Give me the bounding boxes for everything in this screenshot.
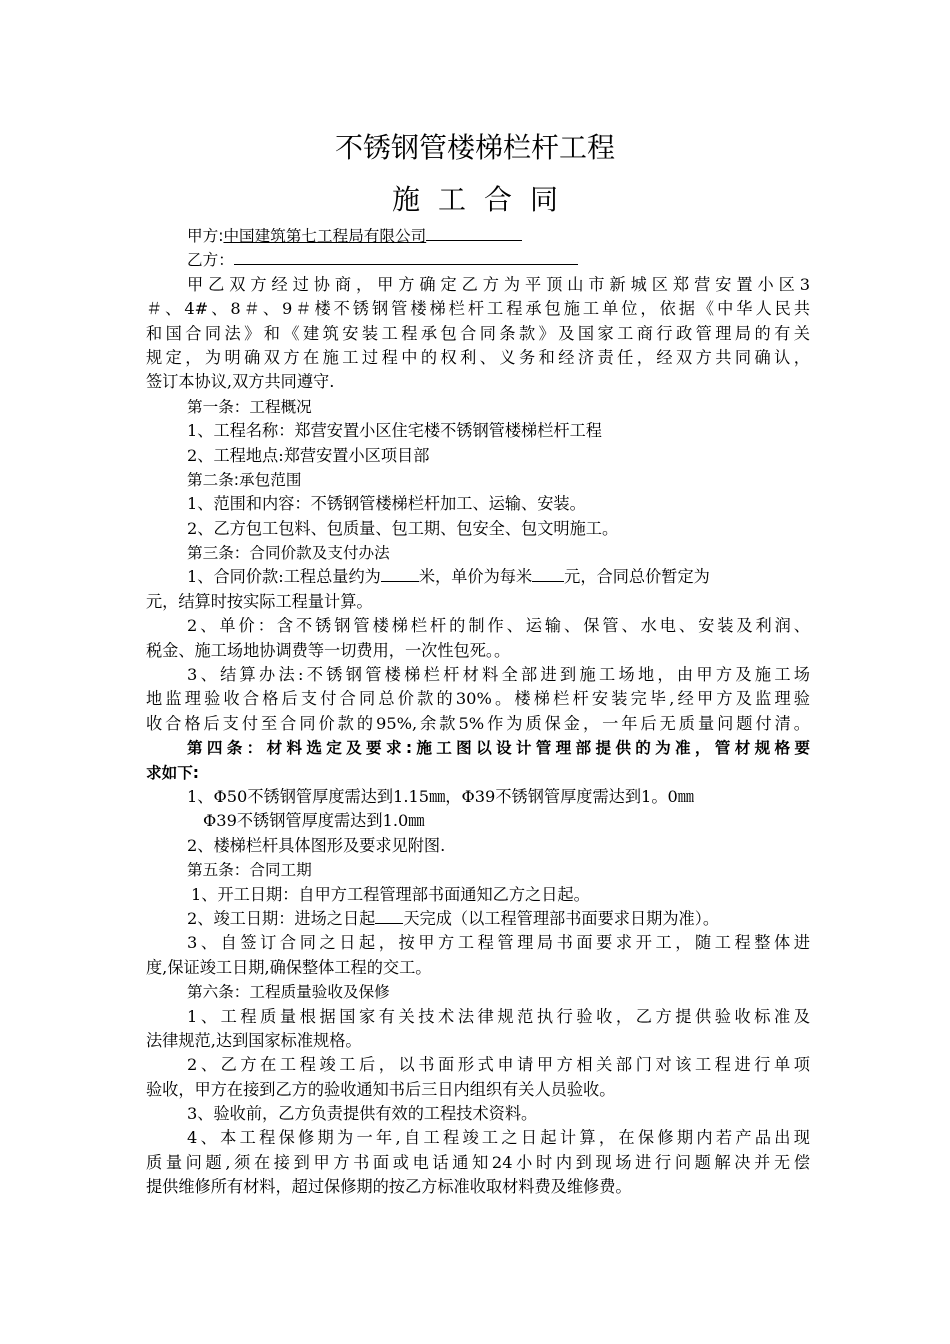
article-1-item: 1、工程名称：郑营安置小区住宅楼不锈钢管楼梯栏杆工程: [187, 421, 602, 441]
preamble-line: 和国合同法》和《建筑安装工程承包合同条款》及国家工商行政管理局的有关: [146, 323, 810, 343]
quantity-blank: [381, 565, 419, 582]
price-text-b: 米，单价为每米: [418, 567, 533, 587]
article-4-heading-cont: 求如下:: [146, 763, 200, 782]
article-1-heading: 第一条：工程概况: [187, 397, 312, 416]
days-blank: [375, 907, 403, 924]
article-4-item-1: 1、Φ50不锈钢管厚度需达到1.15㎜，Φ39不锈钢管厚度需达到1。0㎜: [187, 786, 694, 806]
article-6-item-3: 3、验收前，乙方负责提供有效的工程技术资料。: [187, 1104, 538, 1124]
article-3-heading: 第三条：合同价款及支付办法: [187, 544, 390, 563]
article-5-item-1: 1、开工日期：自甲方工程管理部书面通知乙方之日起。: [191, 884, 590, 904]
unit-price-blank: [532, 565, 564, 582]
party-a-value: 中国建筑第七工程局有限公司: [223, 227, 427, 245]
article-3-item-3: 3、结算办法:不锈钢管楼梯栏杆材料全部进到施工场地，由甲方及施工场: [187, 665, 810, 685]
completion-text-b: 天完成（以工程管理部书面要求日期为准）。: [403, 908, 720, 928]
article-6-item-4: 4、本工程保修期为一年,自工程竣工之日起计算，在保修期内若产品出现: [187, 1128, 810, 1148]
article-2-heading: 第二条:承包范围: [187, 470, 302, 489]
party-a-line: [146, 224, 810, 248]
article-5-item-3: 3、自签订合同之日起，按甲方工程管理局书面要求开工，随工程整体进: [187, 933, 810, 953]
party-b-label: 乙方：: [187, 251, 234, 270]
article-3-item-1-cont: 元，结算时按实际工程量计算。: [146, 591, 373, 611]
preamble-line: 规定，为明确双方在施工过程中的权利、义务和经济责任，经双方共同确认，: [146, 347, 810, 367]
article-1-item: 2、工程地点:郑营安置小区项目部: [187, 445, 430, 465]
article-6-item-4-cont: 提供维修所有材料，超过保修期的按乙方标准收取材料费及维修费。: [146, 1177, 632, 1197]
party-b-blank: [234, 248, 578, 265]
preamble-line: 签订本协议,双方共同遵守.: [146, 372, 335, 392]
preamble-line: 甲乙双方经过协商，甲方确定乙方为平顶山市新城区郑营安置小区3: [187, 274, 810, 294]
article-6-item-1: 1、工程质量根据国家有关技术法律规范执行验收，乙方提供验收标准及: [187, 1006, 810, 1026]
article-2-item: 2、乙方包工包料、包质量、包工期、包安全、包文明施工。: [187, 518, 619, 538]
completion-text-a: 2、竣工日期：进场之日起: [187, 908, 376, 928]
document-title: 不锈钢管楼梯栏杆工程: [334, 131, 615, 164]
party-a-blank: [426, 224, 522, 241]
article-5-heading: 第五条：合同工期: [187, 861, 312, 880]
contract-body: [146, 224, 810, 1200]
article-4-item-2: 2、楼梯栏杆具体图形及要求见附图.: [187, 835, 446, 855]
article-4-item-1-cont: Φ39不锈钢管厚度需达到1.0㎜: [203, 811, 425, 831]
document-subtitle: 施工合同: [391, 183, 576, 216]
article-4-heading: 第四条：材料选定及要求:施工图以设计管理部提供的为准，管材规格要: [187, 739, 810, 758]
preamble-line: ＃、4#、8＃、9＃楼不锈钢管楼梯栏杆工程承包施工单位，依据《中华人民共: [146, 299, 810, 319]
article-3-item-2: 2、单价：含不锈钢管楼梯栏杆的制作、运输、保管、水电、安装及利润、: [187, 616, 810, 636]
article-3-item-2-cont: 税金、施工场地协调费等一切费用，一次性包死。。: [146, 640, 511, 660]
article-5-item-2: [146, 907, 810, 931]
article-2-item: 1、范围和内容：不锈钢管楼梯栏杆加工、运输、安装。: [187, 494, 586, 514]
article-6-item-1-cont: 法律规范,达到国家标准规格。: [146, 1030, 362, 1050]
price-text-a: 1、合同价款:工程总量约为: [187, 567, 381, 587]
party-b-line: [146, 248, 810, 272]
article-3-item-3-cont: 地监理验收合格后支付合同总价款的30%。楼梯栏杆安装完毕,经甲方及监理验: [146, 689, 810, 709]
party-a-label: 甲方:: [187, 227, 224, 245]
article-3-item-1: [146, 565, 810, 589]
article-3-item-3-cont: 收合格后支付至合同价款的95%,余款5%作为质保金，一年后无质量问题付清。: [146, 713, 810, 733]
article-6-item-4-cont: 质量问题,须在接到甲方书面或电话通知24小时内到现场进行问题解决并无偿: [146, 1152, 810, 1172]
article-6-heading: 第六条：工程质量验收及保修: [187, 983, 390, 1002]
article-5-item-3-cont: 度,保证竣工日期,确保整体工程的交工。: [146, 957, 432, 977]
price-text-c: 元，合同总价暂定为: [564, 567, 710, 587]
article-6-item-2: 2、乙方在工程竣工后，以书面形式申请甲方相关部门对该工程进行单项: [187, 1055, 810, 1075]
article-6-item-2-cont: 验收，甲方在接到乙方的验收通知书后三日内组织有关人员验收。: [146, 1079, 616, 1099]
